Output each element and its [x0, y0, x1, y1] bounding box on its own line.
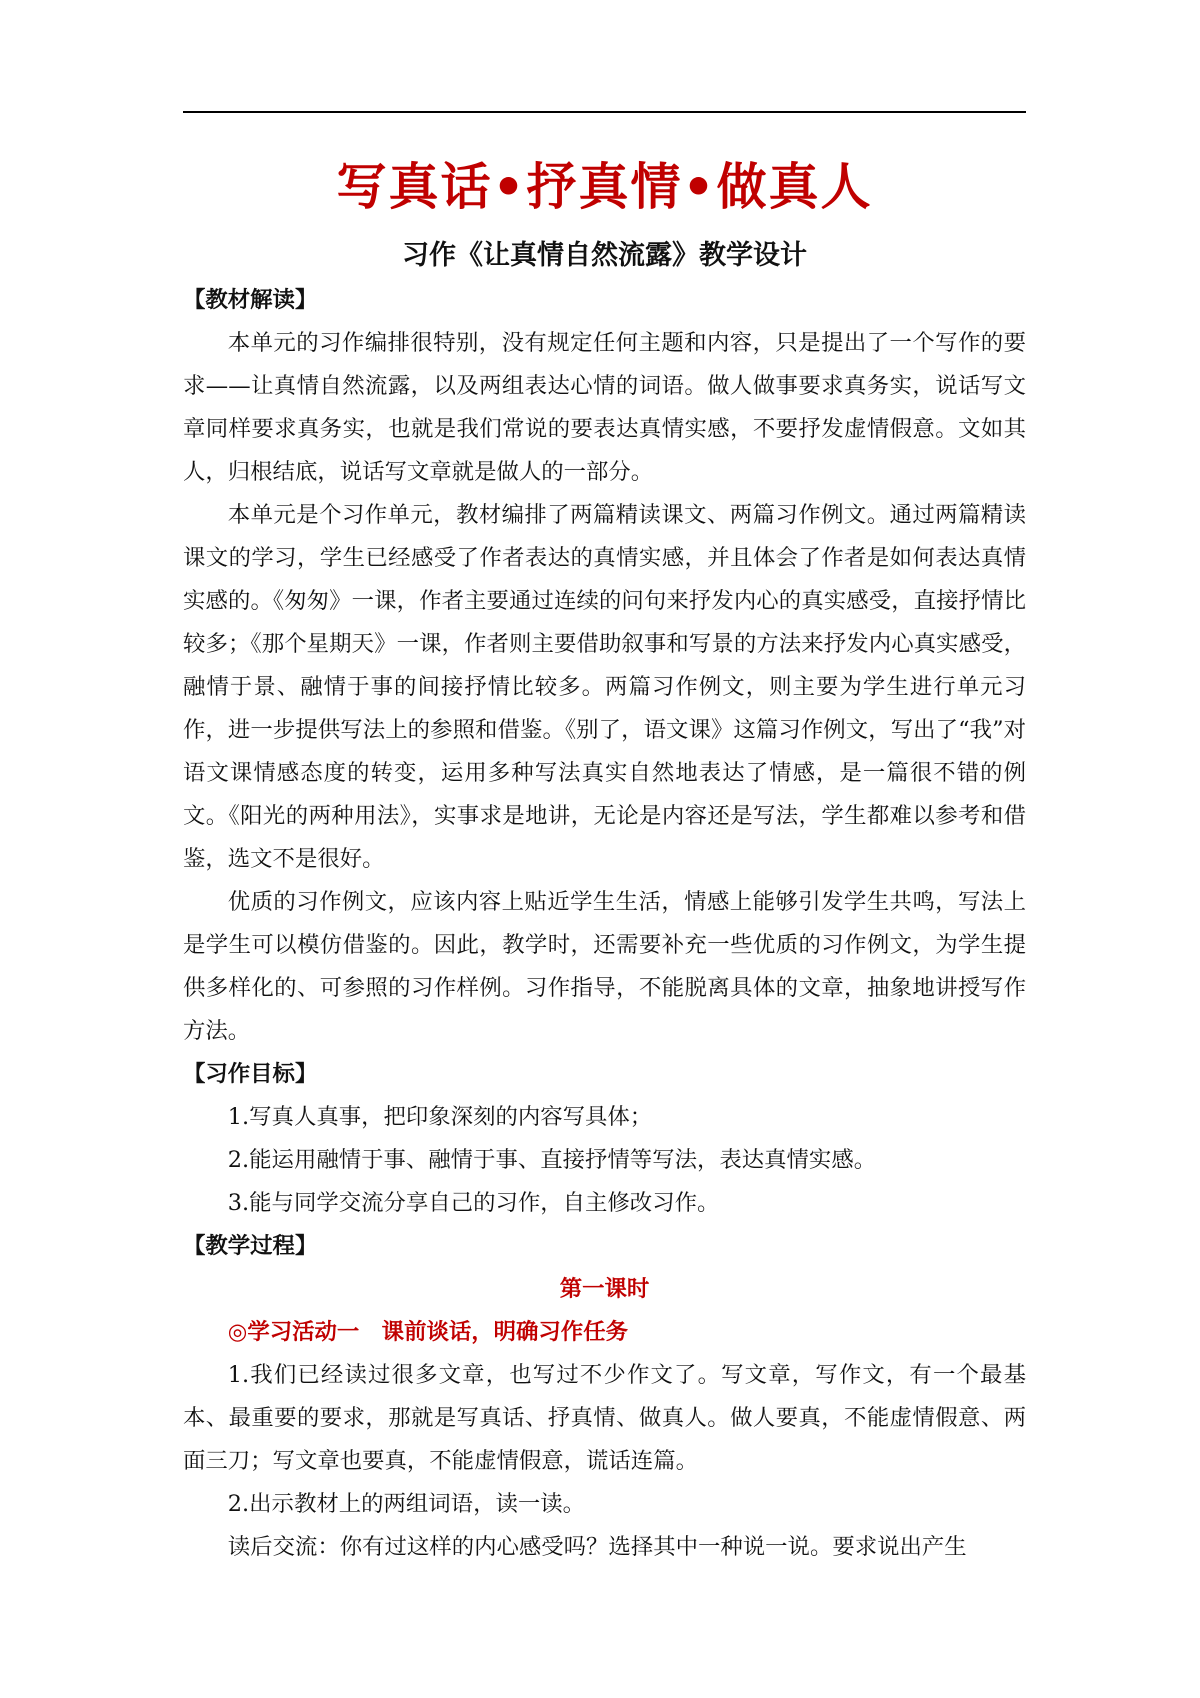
goal-item: 3.能与同学交流分享自己的习作，自主修改习作。 [227, 1190, 720, 1216]
goal-item: 2.能运用融情于事、融情于事、直接抒情等写法，表达真情实感。 [227, 1147, 877, 1173]
section-heading-goals: 【习作目标】 [183, 1061, 318, 1087]
section-heading-process: 【教学过程】 [183, 1233, 318, 1259]
section-heading-textbook: 【教材解读】 [183, 287, 318, 313]
document-title: 写真话•抒真情•做真人 [336, 157, 873, 216]
goal-item: 1.写真人真事，把印象深刻的内容写具体； [227, 1104, 653, 1130]
paragraph: 本单元是个习作单元，教材编排了两篇精读课文、两篇习作例文。通过两篇精读课文的学习，学生已经感受了作者表达的真情实感，并且体会了作者是如何表达真情实感的。《匆匆》一课，作者主要通过连续的问句来抒发内心的真实感受，直接抒情比较多；《那个星期天》一课，作者则主要借助叙事和写景的方法来抒发内心真实感受，融情于景、融情于事的间接抒情比较多。两篇习作例文，则主要为学生进行单元习作，进一步提供写法上的参照和借鉴。《别了，语文课》这篇习作例文，写出了“我”对语文课情感态度的转变，运用多种写法真实自然地表达了情感，是一篇很不错的例文。《阳光的两种用法》，实事求是地讲，无论是内容还是写法，学生都难以参考和借鉴，选文不是很好。 [183, 502, 1026, 872]
document-page [183, 0, 1026, 1698]
paragraph: 2.出示教材上的两组词语，读一读。 [227, 1491, 586, 1517]
header-rule [183, 111, 1026, 113]
document-subtitle: 习作《让真情自然流露》教学设计 [402, 240, 807, 271]
paragraph: 优质的习作例文，应该内容上贴近学生生活，情感上能够引发学生共鸣，写法上是学生可以模仿借鉴的。因此，教学时，还需要补充一些优质的习作例文，为学生提供多样化的、可参照的习作样例。习作指导，不能脱离具体的文章，抽象地讲授写作方法。 [183, 889, 1026, 1044]
activity-title: ◎学习活动一 课前谈话，明确习作任务 [227, 1319, 628, 1345]
paragraph: 读后交流：你有过这样的内心感受吗？选择其中一种说一说。要求说出产生 [227, 1534, 967, 1560]
document-body [183, 279, 1026, 1569]
paragraph: 本单元的习作编排很特别，没有规定任何主题和内容，只是提出了一个写作的要求——让真情自然流露，以及两组表达心情的词语。做人做事要求真务实，说话写文章同样要求真务实，也就是我们常说的要表达真情实感，不要抒发虚情假意。文如其人，归根结底，说话写文章就是做人的一部分。 [183, 330, 1026, 485]
lesson-title: 第一课时 [559, 1276, 650, 1302]
paragraph: 1.我们已经读过很多文章，也写过不少作文了。写文章，写作文，有一个最基本、最重要的要求，那就是写真话、抒真情、做真人。做人要真，不能虚情假意、两面三刀；写文章也要真，不能虚情假意，谎话连篇。 [183, 1362, 1026, 1474]
